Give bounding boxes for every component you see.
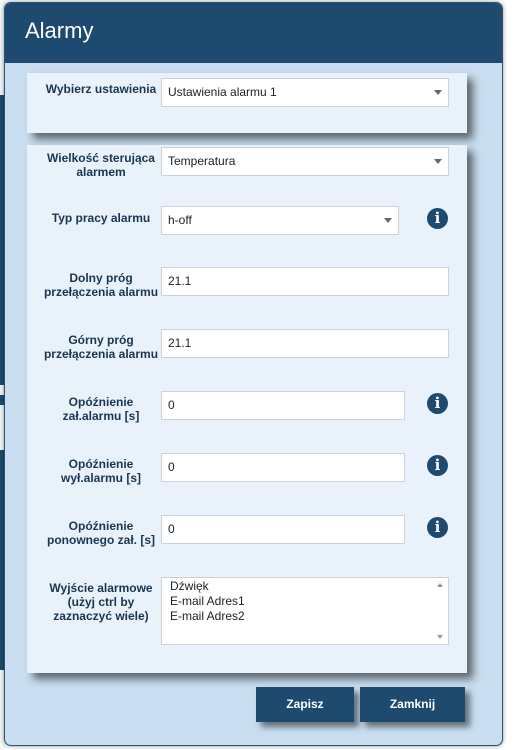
- scroll-up-icon[interactable]: [437, 583, 443, 587]
- settings-select[interactable]: [161, 78, 449, 107]
- control-quantity-select[interactable]: [161, 147, 449, 176]
- lower-threshold-input[interactable]: 21.1: [161, 267, 449, 296]
- reon-delay-input[interactable]: 0: [161, 515, 405, 544]
- dialog-title: Alarmy: [25, 18, 94, 43]
- on-delay-input[interactable]: 0: [161, 391, 405, 420]
- alarm-config-panel: [27, 145, 467, 673]
- list-item[interactable]: Dźwięk: [170, 579, 209, 593]
- info-icon[interactable]: i: [427, 393, 448, 414]
- chevron-down-icon: [384, 218, 392, 223]
- info-icon[interactable]: i: [427, 208, 448, 229]
- alarm-mode-value: h-off: [168, 213, 192, 227]
- control-quantity-value: Temperatura: [168, 154, 236, 168]
- upper-threshold-input[interactable]: 21.1: [161, 329, 449, 358]
- close-button[interactable]: Zamknij: [360, 687, 465, 722]
- alarm-mode-select[interactable]: [161, 206, 399, 235]
- alarm-outputs-label: Wyjście alarmowe (użyj ctrl by zaznaczyć wiele): [49, 581, 153, 623]
- reon-delay-label: Opóźnienie ponownego zał. [s]: [47, 519, 155, 547]
- on-delay-label: Opóźnienie zał.alarmu [s]: [62, 395, 140, 423]
- list-item[interactable]: E-mail Adres1: [170, 594, 245, 608]
- alarm-outputs-listbox[interactable]: [161, 577, 449, 645]
- control-quantity-label: Wielkość sterująca alarmem: [47, 151, 155, 179]
- chevron-down-icon: [434, 90, 442, 95]
- lower-threshold-label: Dolny próg przełączenia alarmu: [43, 271, 159, 299]
- info-icon[interactable]: i: [427, 517, 448, 538]
- settings-panel: [27, 73, 467, 133]
- dialog-titlebar: [5, 3, 502, 63]
- off-delay-input[interactable]: 0: [161, 453, 405, 482]
- settings-select-value: Ustawienia alarmu 1: [168, 85, 277, 99]
- list-item[interactable]: E-mail Adres2: [170, 609, 245, 623]
- upper-threshold-label: Górny próg przełączenia alarmu: [43, 333, 159, 361]
- alarm-mode-label: Typ pracy alarmu: [51, 211, 151, 225]
- listbox-scrollbar[interactable]: [434, 578, 448, 644]
- off-delay-label: Opóźnienie wył.alarmu [s]: [60, 457, 142, 485]
- chevron-down-icon: [434, 159, 442, 164]
- info-icon[interactable]: i: [427, 455, 448, 476]
- save-button[interactable]: Zapisz: [256, 687, 354, 722]
- settings-label: Wybierz ustawienia: [45, 82, 157, 96]
- scroll-down-icon[interactable]: [437, 635, 443, 639]
- alarms-dialog: [4, 2, 503, 746]
